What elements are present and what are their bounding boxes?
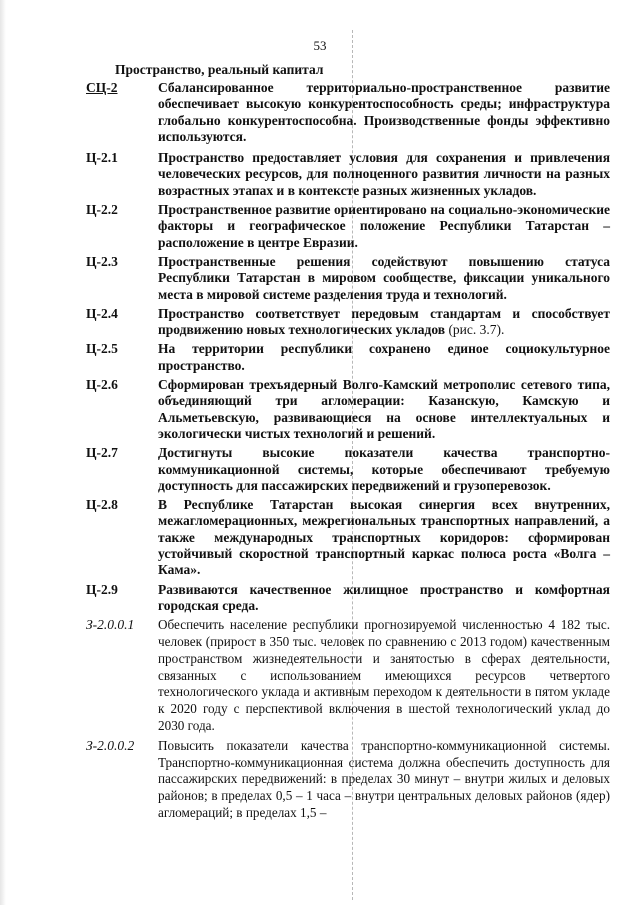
entry-code: З-2.0.0.1 [86,617,135,633]
entry-code: Ц-2.3 [86,253,118,269]
goal-entry [0,582,640,615]
entry-code: Ц-2.9 [86,581,118,597]
task-entry [0,738,640,822]
page-number: 53 [313,38,327,53]
entry-code: Ц-2.8 [86,497,118,513]
entry-text: Достигнуты высокие показатели качества транспортно-коммуникационной системы, которые обеспечивают требуемую доступность для пассажирских передвижений и грузоперевозок. [158,445,610,493]
entry-text: Сформирован трехъядерный Волго-Камский метрополис сетевого типа, объединяющий три агломерации: Казанскую, Камскую и Альметьевскую, развивающиеся на основе интеллектуальных и экологически чистых технологий и решений. [158,377,610,441]
goals-and-tasks-list [0,80,640,822]
entry-text: На территории республики сохранено единое социокультурное пространство. [158,341,610,373]
goal-entry [0,377,640,442]
entry-text: Сбалансированное территориально-пространственное развитие обеспечивает высокую конкурентоспособность среды; инфраструктура глобально конкурентоспособна. Производственные фонды эффективно используются. [158,80,610,144]
goal-entry [0,202,640,251]
entry-code: З-2.0.0.2 [86,737,135,753]
task-entry [0,617,640,735]
goal-entry [0,150,640,199]
entry-text: Повысить показатели качества транспортно-коммуникационной системы. Транспортно-коммуникационная система должна обеспечить доступность для пассажирских передвижений: в пределах 30 минут – внутри жилых и деловых районов; в пределах 0,5 – 1 часа – внутри центральных деловых районов (ядер) агломераций; в пределах 1,5 – [158,737,610,820]
entry-text: В Республике Татарстан высокая синергия всех внутренних, межагломерационных, межрегиональных транспортных направлений, а также международных транспортных коридоров: сформирован устойчивый скоростной транспортный каркас полюса роста «Волга – Кама». [158,497,610,578]
entry-text: Обеспечить население республики прогнозируемой численностью 4 182 тыс. человек (прирост в 350 тыс. человек по сравнению с 2013 годом) качественным пространством жизнедеятельности и занятостью в сферах деятельности, связанных с использованием имеющихся ресурсов четвертого технологического уклада и активным переходом к деятельности в пятом укладе к 2020 году с перспективой включения в шестой технологический уклад до 2030 года. [158,617,610,733]
section-title: Пространство, реальный капитал [115,62,324,77]
entry-text: Развиваются качественное жилищное пространство и комфортная городская среда. [158,581,610,613]
entry-code: Ц-2.4 [86,305,118,321]
entry-text: Пространство предоставляет условия для сохранения и привлечения человеческих ресурсов, для полноценного развития личности на разных возрастных этапах и в контексте разных жизненных укладов. [158,150,610,198]
goal-entry [0,341,640,374]
figure-reference: (рис. 3.7). [445,322,505,338]
goal-entry [0,254,640,303]
entry-code: СЦ-2 [86,80,118,95]
entry-text-main: Пространство соответствует передовым стандартам и способствует продвижению новых технологических укладов [158,305,610,338]
entry-text [158,306,610,339]
goal-entry [0,497,640,578]
entry-code: Ц-2.1 [86,150,118,166]
entry-code: Ц-2.2 [86,202,118,218]
entry-code: Ц-2.5 [86,341,118,357]
goal-entry [0,445,640,494]
entry-text: Пространственные решения содействуют повышению статуса Республики Татарстан в мировом сообществе, фиксации уникального места в мировой системе разделения труда и технологий. [158,253,610,302]
entry-text: Пространственное развитие ориентировано на социально-экономические факторы и географическое положение Республики Татарстан – расположение в центре Евразии. [158,202,610,250]
goal-entry [0,80,640,145]
entry-code: Ц-2.7 [86,445,118,461]
goal-entry [0,306,640,339]
entry-code: Ц-2.6 [86,377,118,393]
